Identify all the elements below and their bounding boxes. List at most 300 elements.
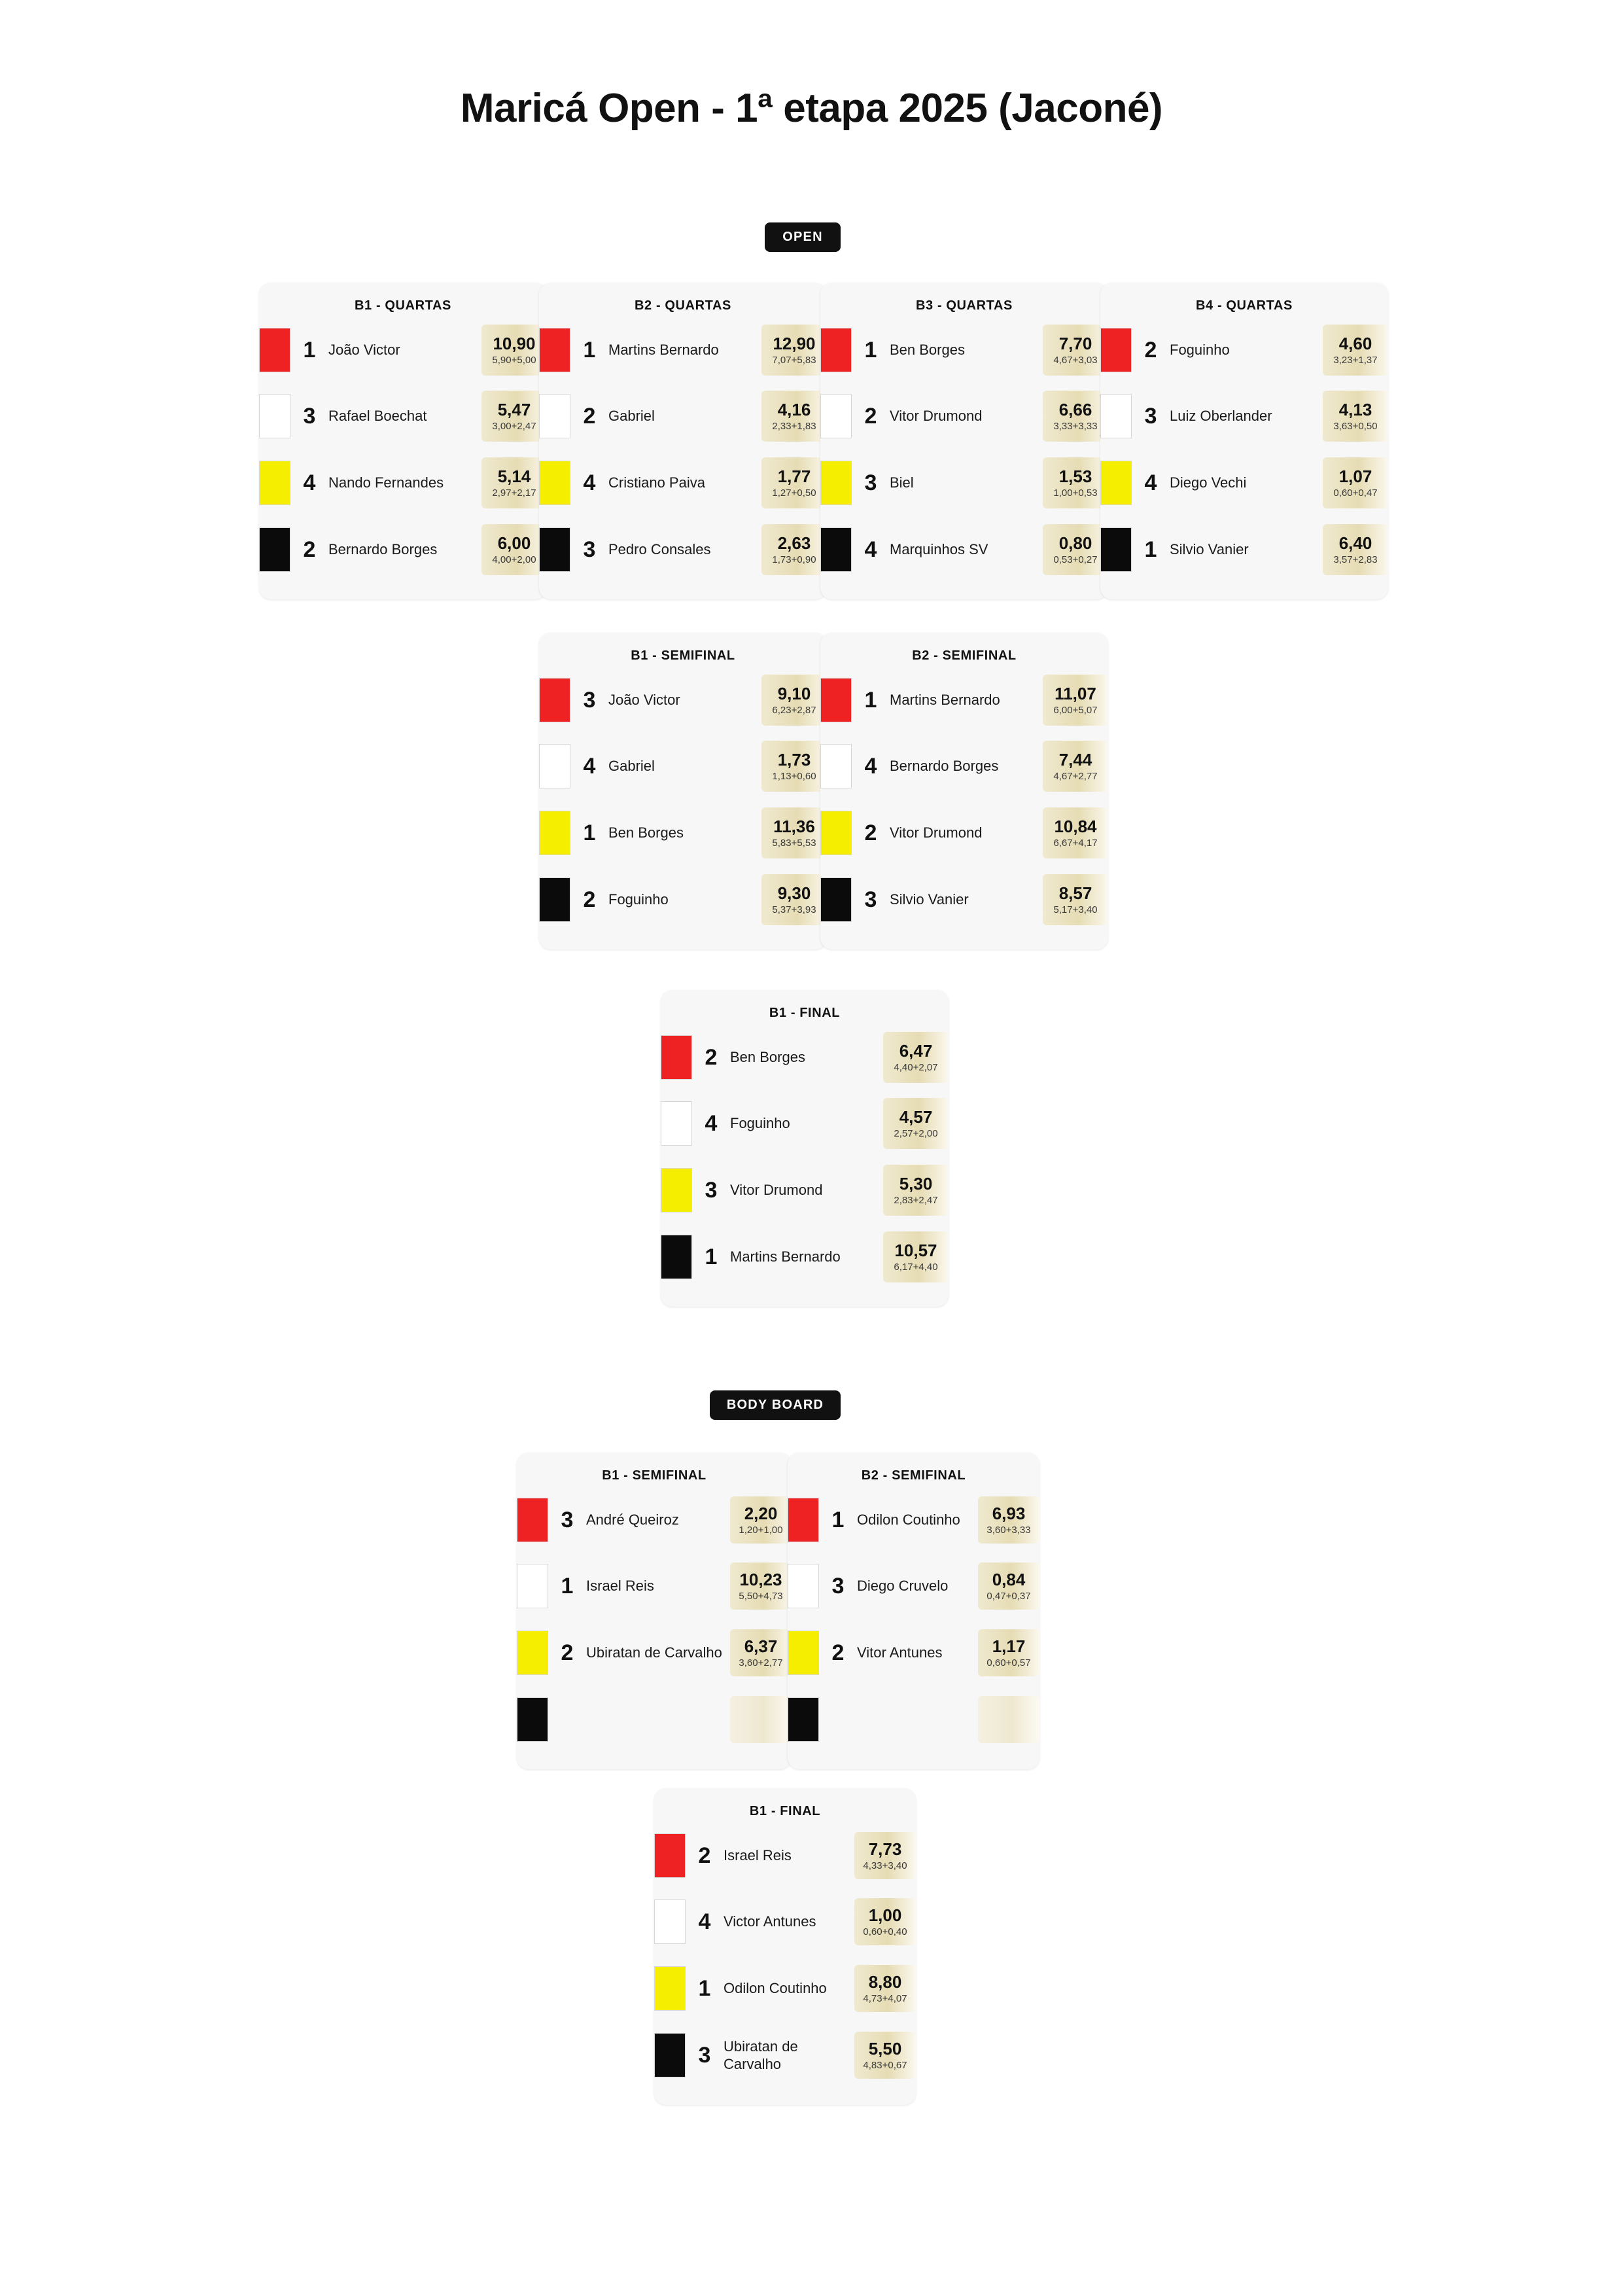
athlete-name: Martins Bernardo: [730, 1248, 841, 1265]
position-number: 4: [864, 537, 877, 562]
table-row: [539, 667, 827, 733]
score-box: [1323, 325, 1388, 376]
heat-open-final: [661, 990, 949, 1307]
score-box: [978, 1629, 1039, 1676]
score-parts: 4,83+0,67: [863, 2060, 907, 2071]
jersey-color-swatch: [539, 744, 570, 788]
jersey-color-swatch: [259, 461, 290, 505]
heat-bodyboard-semifinal-b2: [788, 1453, 1039, 1769]
position-number: 3: [303, 403, 316, 429]
table-row: [517, 1487, 792, 1553]
heat-bodyboard-semifinal-b1: [517, 1453, 792, 1769]
heat-open-quarter-b2: [539, 283, 827, 599]
jersey-color-swatch: [259, 328, 290, 372]
score-box: [481, 391, 547, 442]
heat-title: B1 - SEMIFINAL: [602, 1468, 707, 1483]
table-row: [259, 450, 547, 516]
score-parts: 0,60+0,57: [986, 1657, 1031, 1669]
jersey-color-swatch: [654, 2033, 686, 2077]
score-box: [978, 1496, 1039, 1544]
score-parts: 4,67+3,03: [1053, 355, 1098, 366]
jersey-color-swatch: [788, 1564, 819, 1608]
score-total: 5,30: [899, 1174, 933, 1193]
score-total: 11,36: [773, 817, 815, 836]
score-parts: 4,40+2,07: [894, 1062, 938, 1073]
position-number: 2: [1144, 337, 1157, 362]
score-total: 0,80: [1058, 533, 1092, 553]
athlete-name: Vitor Antunes: [857, 1644, 943, 1661]
athlete-name: Foguinho: [1170, 342, 1230, 359]
athlete-name: [586, 1686, 730, 1753]
heat-rows: [788, 1487, 1039, 1753]
score-parts: 7,07+5,83: [772, 355, 816, 366]
athlete-name: André Queiroz: [586, 1511, 679, 1528]
athlete-name: Israel Reis: [586, 1578, 654, 1595]
score-parts: 5,83+5,53: [772, 838, 816, 849]
page-title: Maricá Open - 1ª etapa 2025 (Jaconé): [460, 86, 1163, 131]
table-row: [820, 800, 1108, 866]
table-row: [539, 450, 827, 516]
score-total: 10,23: [739, 1570, 782, 1589]
jersey-color-swatch: [1100, 527, 1132, 572]
heat-title: B1 - QUARTAS: [355, 298, 451, 313]
score-total: 4,16: [777, 400, 811, 419]
score-box: [481, 325, 547, 376]
table-row: [788, 1619, 1039, 1686]
score-parts: 4,67+2,77: [1053, 771, 1098, 782]
jersey-color-swatch: [259, 394, 290, 438]
score-box: [1323, 524, 1388, 575]
jersey-color-swatch: [788, 1697, 819, 1742]
jersey-color-swatch: [820, 744, 852, 788]
table-row: [539, 516, 827, 583]
heat-title: B1 - FINAL: [769, 1006, 841, 1020]
athlete-name: Gabriel: [608, 758, 655, 775]
score-total: 10,90: [493, 334, 536, 353]
score-parts: 3,60+3,33: [986, 1525, 1031, 1536]
score-total: 6,93: [992, 1504, 1026, 1523]
section-tag-open: OPEN: [765, 222, 841, 252]
position-number: 1: [561, 1573, 574, 1598]
jersey-color-swatch: [654, 1966, 686, 2011]
jersey-color-swatch: [820, 527, 852, 572]
jersey-color-swatch: [661, 1035, 692, 1080]
athlete-name: Nando Fernandes: [328, 474, 444, 491]
position-number: 1: [583, 820, 596, 845]
score-parts: 2,97+2,17: [492, 487, 536, 499]
score-total: 6,37: [744, 1636, 778, 1656]
score-total: 6,47: [899, 1041, 933, 1061]
position-number: 3: [698, 2042, 711, 2068]
score-parts: 3,60+2,77: [739, 1657, 783, 1669]
jersey-color-swatch: [517, 1631, 548, 1675]
jersey-color-swatch: [517, 1697, 548, 1742]
position-number: 1: [583, 337, 596, 362]
athlete-name: Vitor Drumond: [890, 408, 983, 425]
score-total: 5,47: [497, 400, 531, 419]
position-number: 1: [705, 1244, 718, 1269]
jersey-color-swatch: [539, 678, 570, 722]
table-row: [820, 383, 1108, 450]
jersey-color-swatch: [820, 877, 852, 922]
jersey-color-swatch: [788, 1498, 819, 1542]
athlete-name: Foguinho: [608, 891, 669, 908]
table-row: [1100, 317, 1388, 383]
athlete-name: Diego Cruvelo: [857, 1578, 949, 1595]
score-total: 2,63: [777, 533, 811, 553]
athlete-name: Ben Borges: [730, 1049, 805, 1066]
score-box: [854, 1832, 916, 1879]
table-row: [1100, 450, 1388, 516]
heat-title: B4 - QUARTAS: [1196, 298, 1293, 313]
score-box: [481, 457, 547, 508]
score-parts: 0,53+0,27: [1053, 554, 1098, 565]
athlete-name: Bernardo Borges: [328, 541, 438, 558]
athlete-name: Israel Reis: [724, 1847, 792, 1864]
score-total: 10,57: [894, 1241, 937, 1260]
jersey-color-swatch: [517, 1498, 548, 1542]
jersey-color-swatch: [1100, 394, 1132, 438]
score-box: [761, 457, 827, 508]
score-box: [883, 1231, 949, 1282]
score-total: 11,07: [1055, 684, 1096, 703]
score-box: [1043, 391, 1108, 442]
athlete-name: Pedro Consales: [608, 541, 711, 558]
heat-rows: [661, 1025, 949, 1290]
table-row: [654, 2022, 916, 2089]
score-parts: 3,57+2,83: [1333, 554, 1378, 565]
score-box: [761, 807, 827, 858]
position-number: 3: [705, 1177, 718, 1203]
score-parts: 0,47+0,37: [986, 1591, 1031, 1602]
athlete-name: Biel: [890, 474, 914, 491]
table-row: [539, 800, 827, 866]
score-box: [854, 1965, 916, 2012]
score-parts: 3,00+2,47: [492, 421, 536, 432]
score-total: 1,17: [992, 1636, 1026, 1656]
score-box: [761, 524, 827, 575]
heat-open-quarter-b1: [259, 283, 547, 599]
score-total: 1,07: [1338, 467, 1372, 486]
score-parts: 6,17+4,40: [894, 1262, 938, 1273]
score-box: [854, 2032, 916, 2079]
table-row: [539, 317, 827, 383]
heat-rows: [539, 667, 827, 933]
athlete-name: Gabriel: [608, 408, 655, 425]
position-number: 2: [303, 537, 316, 562]
score-parts: 5,90+5,00: [492, 355, 536, 366]
table-row: [788, 1553, 1039, 1619]
score-box: [730, 1563, 792, 1610]
position-number: 1: [864, 687, 877, 713]
score-box: [883, 1165, 949, 1216]
score-parts: 5,37+3,93: [772, 904, 816, 915]
score-box: [481, 524, 547, 575]
jersey-color-swatch: [820, 328, 852, 372]
score-parts: 1,27+0,50: [772, 487, 816, 499]
score-parts: 4,00+2,00: [492, 554, 536, 565]
table-row: [654, 1888, 916, 1955]
score-box: [1323, 457, 1388, 508]
jersey-color-swatch: [539, 394, 570, 438]
heat-title: B2 - SEMIFINAL: [912, 648, 1017, 663]
position-number: 4: [583, 753, 596, 779]
score-box: [1043, 807, 1108, 858]
score-total: 7,44: [1058, 750, 1092, 769]
athlete-name: Cristiano Paiva: [608, 474, 705, 491]
score-total: 8,57: [1058, 883, 1092, 903]
score-parts: 1,20+1,00: [739, 1525, 783, 1536]
score-total: 1,77: [777, 467, 811, 486]
table-row: [539, 866, 827, 933]
athlete-name: Vitor Drumond: [890, 824, 983, 841]
score-parts: 4,33+3,40: [863, 1860, 907, 1871]
jersey-color-swatch: [539, 811, 570, 855]
score-total: 5,50: [868, 2039, 902, 2058]
athlete-name: Ubiratan de Carvalho: [724, 2038, 798, 2072]
score-box: [1043, 675, 1108, 726]
score-box: [1043, 874, 1108, 925]
position-number: 4: [864, 753, 877, 779]
score-total: 6,40: [1338, 533, 1372, 553]
jersey-color-swatch: [539, 527, 570, 572]
athlete-name: Silvio Vanier: [890, 891, 969, 908]
score-box-empty: [978, 1696, 1039, 1743]
jersey-color-swatch: [661, 1168, 692, 1212]
heat-open-quarter-b4: [1100, 283, 1388, 599]
heat-rows: [820, 317, 1108, 583]
score-parts: 1,73+0,90: [772, 554, 816, 565]
score-parts: 3,63+0,50: [1333, 421, 1378, 432]
jersey-color-swatch: [820, 811, 852, 855]
table-row: [820, 866, 1108, 933]
jersey-color-swatch: [820, 394, 852, 438]
heat-bodyboard-final: [654, 1788, 916, 2105]
score-box-empty: [730, 1696, 792, 1743]
position-number: 1: [864, 337, 877, 362]
athlete-name: Odilon Coutinho: [724, 1980, 827, 1997]
heat-open-quarter-b3: [820, 283, 1108, 599]
score-total: 2,20: [744, 1504, 778, 1523]
athlete-name: Rafael Boechat: [328, 408, 427, 425]
heat-rows: [820, 667, 1108, 933]
score-box: [883, 1032, 949, 1083]
score-parts: 1,00+0,53: [1053, 487, 1098, 499]
score-parts: 5,50+4,73: [739, 1591, 783, 1602]
heat-title: B1 - SEMIFINAL: [631, 648, 735, 663]
table-row: [820, 733, 1108, 800]
jersey-color-swatch: [539, 877, 570, 922]
table-row: [820, 450, 1108, 516]
table-row: [654, 1823, 916, 1888]
score-parts: 0,60+0,47: [1333, 487, 1378, 499]
table-row: [661, 1224, 949, 1290]
score-parts: 1,13+0,60: [772, 771, 816, 782]
table-row: [661, 1025, 949, 1090]
score-box: [761, 675, 827, 726]
score-box: [730, 1629, 792, 1676]
score-total: 4,60: [1338, 334, 1372, 353]
athlete-name: Ben Borges: [890, 342, 965, 359]
position-number: 1: [303, 337, 316, 362]
score-parts: 2,57+2,00: [894, 1128, 938, 1139]
athlete-name: Luiz Oberlander: [1170, 408, 1272, 425]
jersey-color-swatch: [661, 1101, 692, 1146]
table-row: [539, 733, 827, 800]
table-row: [517, 1619, 792, 1686]
score-box: [854, 1898, 916, 1945]
score-parts: 0,60+0,40: [863, 1926, 907, 1937]
position-number: 2: [583, 403, 596, 429]
table-row: [517, 1686, 792, 1753]
table-row: [788, 1487, 1039, 1553]
heat-title: B2 - SEMIFINAL: [861, 1468, 966, 1483]
position-number: 3: [864, 887, 877, 912]
score-total: 9,30: [777, 883, 811, 903]
position-number: 2: [864, 403, 877, 429]
athlete-name: Odilon Coutinho: [857, 1511, 960, 1528]
score-box: [1043, 325, 1108, 376]
heat-title: B2 - QUARTAS: [635, 298, 731, 313]
table-row: [259, 516, 547, 583]
score-total: 7,70: [1058, 334, 1092, 353]
table-row: [654, 1955, 916, 2022]
position-number: 4: [583, 470, 596, 495]
jersey-color-swatch: [661, 1235, 692, 1279]
score-total: 12,90: [773, 334, 816, 353]
score-total: 10,84: [1054, 817, 1097, 836]
score-box: [1043, 524, 1108, 575]
heat-open-semifinal-b2: [820, 633, 1108, 949]
score-parts: 2,83+2,47: [894, 1195, 938, 1206]
score-box: [761, 874, 827, 925]
table-row: [259, 383, 547, 450]
score-box: [1043, 457, 1108, 508]
position-number: 1: [698, 1975, 711, 2001]
section-tag-bodyboard: BODY BOARD: [710, 1390, 841, 1420]
table-row: [661, 1090, 949, 1157]
position-number: 2: [561, 1640, 574, 1665]
score-total: 7,73: [868, 1839, 902, 1859]
position-number: 1: [831, 1507, 845, 1532]
position-number: 1: [1144, 537, 1157, 562]
athlete-name: [857, 1686, 978, 1753]
table-row: [517, 1553, 792, 1619]
position-number: 4: [303, 470, 316, 495]
score-box: [978, 1563, 1039, 1610]
score-total: 1,73: [777, 750, 811, 769]
score-total: 9,10: [777, 684, 811, 703]
score-total: 4,13: [1338, 400, 1372, 419]
heat-title: B3 - QUARTAS: [916, 298, 1013, 313]
jersey-color-swatch: [539, 328, 570, 372]
score-total: 1,00: [868, 1905, 902, 1925]
table-row: [820, 516, 1108, 583]
score-box: [761, 391, 827, 442]
position-number: 2: [864, 820, 877, 845]
heat-title: B1 - FINAL: [749, 1804, 821, 1818]
heat-rows: [1100, 317, 1388, 583]
table-row: [1100, 383, 1388, 450]
athlete-name: Silvio Vanier: [1170, 541, 1249, 558]
athlete-name: João Victor: [608, 692, 680, 709]
score-parts: 3,33+3,33: [1053, 421, 1098, 432]
position-number: 3: [583, 537, 596, 562]
table-row: [1100, 516, 1388, 583]
score-parts: 6,23+2,87: [772, 705, 816, 716]
position-number: 4: [705, 1110, 718, 1136]
jersey-color-swatch: [1100, 328, 1132, 372]
score-parts: 6,00+5,07: [1053, 705, 1098, 716]
jersey-color-swatch: [1100, 461, 1132, 505]
position-number: 3: [561, 1507, 574, 1532]
heat-rows: [259, 317, 547, 583]
score-box: [730, 1496, 792, 1544]
table-row: [259, 317, 547, 383]
jersey-color-swatch: [820, 461, 852, 505]
table-row: [539, 383, 827, 450]
athlete-name: Martins Bernardo: [608, 342, 719, 359]
jersey-color-swatch: [259, 527, 290, 572]
score-total: 6,00: [497, 533, 531, 553]
position-number: 2: [831, 1640, 845, 1665]
athlete-name: Martins Bernardo: [890, 692, 1000, 709]
athlete-name: Vitor Drumond: [730, 1182, 823, 1199]
score-total: 6,66: [1058, 400, 1092, 419]
athlete-name: Marquinhos SV: [890, 541, 988, 558]
table-row: [820, 317, 1108, 383]
position-number: [819, 1686, 857, 1753]
score-total: 8,80: [868, 1972, 902, 1992]
score-parts: 6,67+4,17: [1053, 838, 1098, 849]
athlete-name: Foguinho: [730, 1115, 790, 1132]
score-total: 0,84: [992, 1570, 1026, 1589]
position-number: 3: [831, 1573, 845, 1598]
position-number: 4: [698, 1909, 711, 1934]
score-box: [761, 741, 827, 792]
athlete-name: João Victor: [328, 342, 400, 359]
table-row: [788, 1686, 1039, 1753]
score-parts: 3,23+1,37: [1333, 355, 1378, 366]
position-number: 2: [583, 887, 596, 912]
score-total: 5,14: [497, 467, 531, 486]
athlete-name: Ben Borges: [608, 824, 684, 841]
score-total: 4,57: [899, 1107, 933, 1127]
jersey-color-swatch: [820, 678, 852, 722]
score-parts: 5,17+3,40: [1053, 904, 1098, 915]
athlete-name: Bernardo Borges: [890, 758, 999, 775]
score-box: [1043, 741, 1108, 792]
position-number: 4: [1144, 470, 1157, 495]
jersey-color-swatch: [654, 1899, 686, 1944]
position-number: 2: [698, 1843, 711, 1868]
score-box: [1323, 391, 1388, 442]
table-row: [820, 667, 1108, 733]
heat-rows: [517, 1487, 792, 1753]
score-parts: 4,73+4,07: [863, 1993, 907, 2004]
score-box: [883, 1098, 949, 1149]
athlete-name: Victor Antunes: [724, 1913, 816, 1930]
position-number: 3: [864, 470, 877, 495]
position-number: [548, 1686, 586, 1753]
heat-rows: [654, 1823, 916, 2089]
heat-open-semifinal-b1: [539, 633, 827, 949]
table-row: [661, 1157, 949, 1224]
score-box: [761, 325, 827, 376]
jersey-color-swatch: [654, 1833, 686, 1878]
jersey-color-swatch: [517, 1564, 548, 1608]
position-number: 3: [1144, 403, 1157, 429]
